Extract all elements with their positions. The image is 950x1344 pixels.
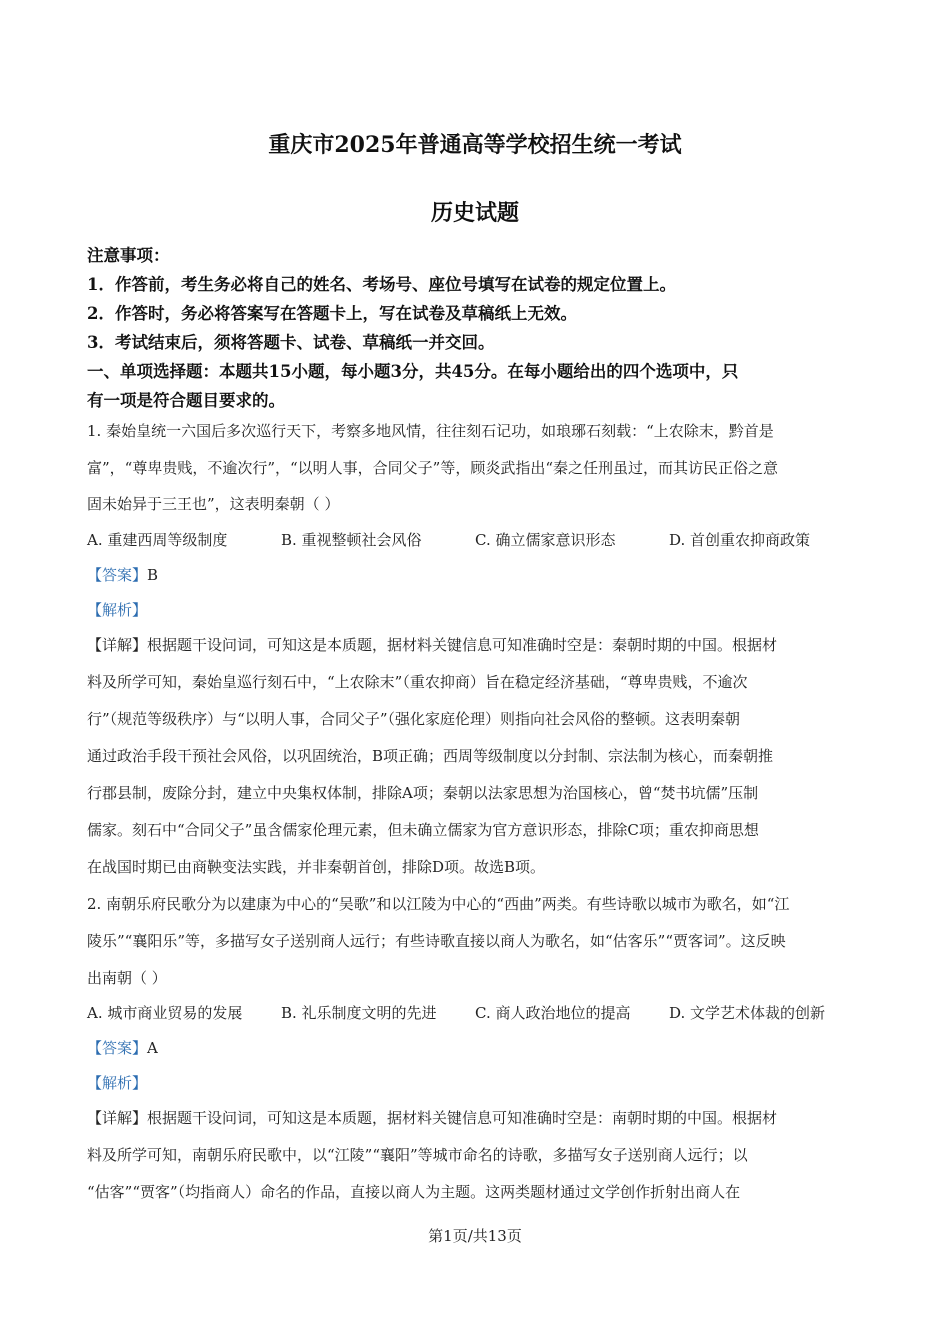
q2-option-c: C. 商人政治地位的提高 xyxy=(475,1004,631,1022)
q2-stem-line: 陵乐”“襄阳乐”等，多描写女子送别商人远行；有些诗歌直接以商人为歌名，如“估客乐”“贾客词”。这反映 xyxy=(87,932,786,950)
q1-detail-line: 行”（规范等级秩序）与“以明人事，合同父子”（强化家庭伦理）则指向社会风俗的整顿。这表明秦朝 xyxy=(87,710,741,728)
q1-detail-line: 料及所学可知，秦始皇巡行刻石中，“上农除末”（重农抑商）旨在稳定经济基础，“尊卑贵贱，不逾次 xyxy=(87,673,748,691)
q1-stem-line: 富”，“尊卑贵贱，不逾次行”，“以明人事，合同父子”等，顾炎武指出“秦之任刑虽过，而其访民正俗之意 xyxy=(87,459,779,477)
q2-detail-line: “估客”“贾客”（均指商人）命名的作品，直接以商人为主题。这两类题材通过文学创作折射出商人在 xyxy=(87,1183,741,1201)
q2-stem-line: 2. 南朝乐府民歌分为以建康为中心的“吴歌”和以江陵为中心的“西曲”两类。有些诗歌以城市为歌名，如“江 xyxy=(87,895,790,913)
q2-option-a: A. 城市商业贸易的发展 xyxy=(87,1004,243,1022)
answer-value: B xyxy=(147,566,159,584)
q1-detail-line: 【详解】根据题干设问词，可知这是本质题，据材料关键信息可知准确时空是：秦朝时期的中国。根据材 xyxy=(87,636,778,654)
q1-option-a: A. 重建西周等级制度 xyxy=(87,531,228,549)
q2-answer xyxy=(87,1038,867,1058)
q1-detail-line: 通过政治手段干预社会风俗，以巩固统治，B项正确；西周等级制度以分封制、宗法制为核心，而秦朝推 xyxy=(87,747,774,765)
answer-value: A xyxy=(147,1039,158,1057)
exam-subtitle: 历史试题 xyxy=(430,200,519,226)
q2-option-d: D. 文学艺术体裁的创新 xyxy=(669,1004,826,1022)
q2-detail-line: 料及所学可知，南朝乐府民歌中，以“江陵”“襄阳”等城市命名的诗歌，多描写女子送别商人远行；以 xyxy=(87,1146,748,1164)
section-heading: 一、单项选择题：本题共15小题，每小题3分，共45分。在每小题给出的四个选项中，只 xyxy=(87,362,739,381)
q1-option-c: C. 确立儒家意识形态 xyxy=(475,531,616,549)
answer-label: 【答案】 xyxy=(87,1039,148,1057)
notice-item: 3．考试结束后，须将答题卡、试卷、草稿纸一并交回。 xyxy=(87,333,495,352)
notice-item: 2．作答时，务必将答案写在答题卡上，写在试卷及草稿纸上无效。 xyxy=(87,304,577,323)
q1-detail-line: 儒家。刻石中“合同父子”虽含儒家伦理元素，但未确立儒家为官方意识形态，排除C项；重农抑商思想 xyxy=(87,821,759,839)
q2-detail-line: 【详解】根据题干设问词，可知这是本质题，据材料关键信息可知准确时空是：南朝时期的中国。根据材 xyxy=(87,1109,778,1127)
page-footer: 第1页/共13页 xyxy=(428,1227,522,1245)
q1-detail-line: 在战国时期已由商鞅变法实践，并非秦朝首创，排除D项。故选B项。 xyxy=(87,858,546,876)
q1-detail-line: 行郡县制，废除分封，建立中央集权体制，排除A项；秦朝以法家思想为治国核心，曾“焚书坑儒”压制 xyxy=(87,784,759,802)
q1-stem-line: 1. 秦始皇统一六国后多次巡行天下，考察多地风情，往往刻石记功，如琅琊石刻载：“上农除末，黔首是 xyxy=(87,422,774,440)
notice-item: 1．作答前，考生务必将自己的姓名、考场号、座位号填写在试卷的规定位置上。 xyxy=(87,275,676,294)
q1-option-b: B. 重视整顿社会风俗 xyxy=(281,531,422,549)
q1-stem-line: 固未始异于三王也”，这表明秦朝（ ） xyxy=(87,495,340,513)
notice-heading: 注意事项： xyxy=(87,246,170,265)
q1-option-d: D. 首创重农抑商政策 xyxy=(669,531,811,549)
q1-answer xyxy=(87,565,867,585)
answer-label: 【答案】 xyxy=(87,566,148,584)
q1-analysis-label: 【解析】 xyxy=(87,601,148,619)
q2-option-b: B. 礼乐制度文明的先进 xyxy=(281,1004,437,1022)
exam-title: 重庆市2025年普通高等学校招生统一考试 xyxy=(268,132,682,158)
q2-stem-line: 出南朝（ ） xyxy=(87,969,167,987)
q2-analysis-label: 【解析】 xyxy=(87,1074,148,1092)
section-heading-cont: 有一项是符合题目要求的。 xyxy=(87,391,285,410)
